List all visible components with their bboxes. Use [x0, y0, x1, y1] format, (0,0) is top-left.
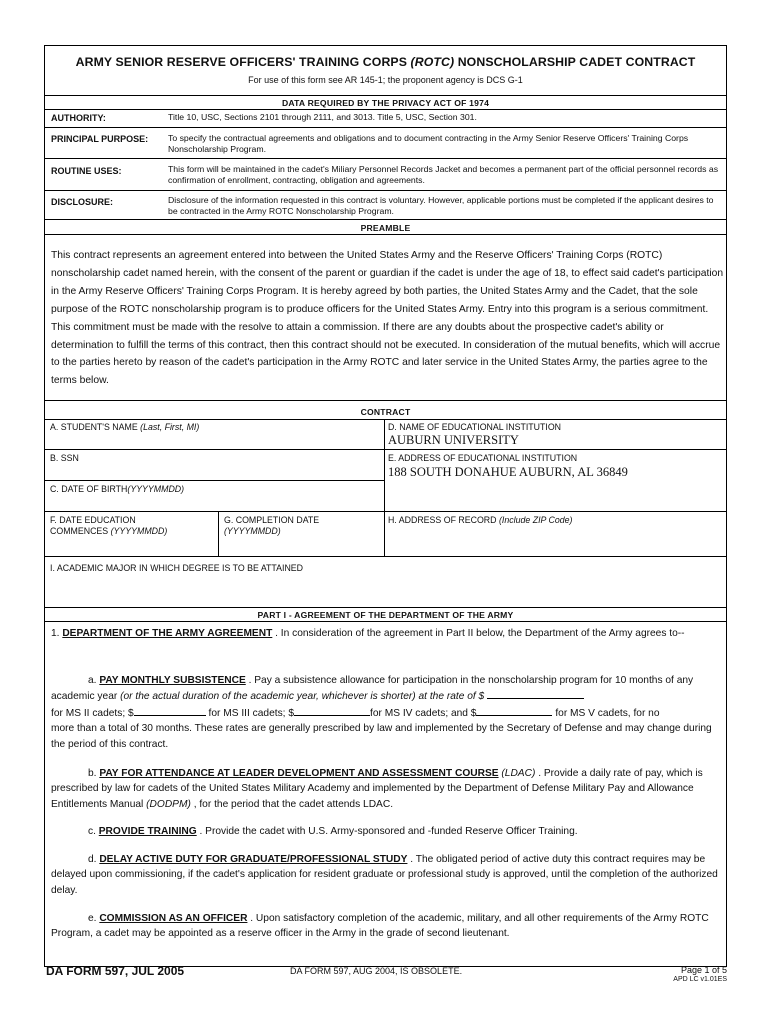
- divider: [45, 234, 726, 235]
- training-paragraph: c. PROVIDE TRAINING . Provide the cadet with U.S. Army-sponsored and -funded Reserve Officer Training.: [88, 826, 578, 837]
- education-commences-label: F. DATE EDUCATION COMMENCES (YYYYMMDD): [50, 515, 168, 536]
- ms4-rate-field[interactable]: [476, 705, 552, 716]
- privacy-heading: DATA REQUIRED BY THE PRIVACY ACT OF 1974: [281, 98, 490, 108]
- institution-address-value[interactable]: 188 SOUTH DONAHUE AUBURN, AL 36849: [388, 465, 628, 479]
- army-agreement-paragraph: 1. DEPARTMENT OF THE ARMY AGREEMENT . In consideration of the agreement in Part II below, the Department of the Army agrees to--: [51, 628, 685, 639]
- completion-date-label: G. COMPLETION DATE (YYYYMMDD): [224, 515, 320, 536]
- page-number: Page 1 of 5: [680, 965, 727, 975]
- divider: [45, 511, 726, 512]
- subsistence-paragraph: a. PAY MONTHLY SUBSISTENCE . Pay a subsistence allowance for participation in the nonscholarship program for 10 months of any academic year (or the actual duration of the academic year, whichever is shorter) at the rate of $ for MS II cadets; $ for MS III cadets; $ for MS IV cadets; and $ for MS V cadets, for no more than a total of 30 months. These rates are generally prescribed by law and implemented by the Secretary of Defense and may change during the period of this contract.: [51, 675, 712, 750]
- divider: [45, 400, 726, 401]
- principal-purpose-label: PRINCIPAL PURPOSE:: [51, 134, 149, 144]
- routine-uses-label: ROUTINE USES:: [51, 166, 122, 176]
- institution-name-value[interactable]: AUBURN UNIVERSITY: [388, 433, 519, 447]
- divider: [45, 109, 726, 110]
- student-name-label: A. STUDENT'S NAME (Last, First, MI): [50, 422, 200, 432]
- delay-active-duty-paragraph: d. DELAY ACTIVE DUTY FOR GRADUATE/PROFESSIONAL STUDY . The obligated period of active duty this contract requires may be delayed upon commissioning, if the cadet's application for resident graduate or professional study is approved, until the completion of the authorized delay.: [51, 854, 718, 896]
- form-version-code: APD LC v1.01ES: [673, 976, 727, 983]
- divider: [45, 158, 726, 159]
- divider: [45, 621, 726, 622]
- ssn-label: B. SSN: [50, 453, 79, 463]
- ms3-rate-field[interactable]: [294, 705, 370, 716]
- divider: [45, 556, 726, 557]
- authority-text: Title 10, USC, Sections 2101 through 2111, and 3013. Title 5, USC, Section 301.: [168, 112, 477, 122]
- disclosure-text: Disclosure of the information requested in this contract is voluntary. However, applicable portions must be completed if the applicant desires to be contracted in the Army ROTC Nonscholarship Program.: [168, 195, 714, 216]
- academic-major-label: I. ACADEMIC MAJOR IN WHICH DEGREE IS TO BE ATTAINED: [50, 563, 304, 573]
- preamble-text: This contract represents an agreement entered into between the United States Army and the Reserve Officers' Training Corps (ROTC) nonscholarship cadet named herein, with the consent of the parent or guardian if the cadet is under the age of 18, to effect said cadet's participation in the Army Reserve Officers' Training Corps Program. It is hereby agreed by both parties, the United States Army and the Cadet, that the sole purpose of the ROTC nonscholarship program is to produce officers for the United States Army. Entry into this program is a serious commitment. This commitment must be made with the resolve to attain a commission. If there are any doubts about the prospective cadet's ability or determination to fulfill the terms of this contract, then this contract should not be executed. In consideration of the mutual benefits, which will accrue to the parties hereto by reason of the cadet's participation in the Army ROTC and later service in the United States Army, the parties agree to the terms below.: [51, 250, 724, 387]
- column-divider: [218, 511, 219, 556]
- routine-uses-text: This form will be maintained in the cadet's Miliary Personnel Records Jacket and becomes a permanent part of the official personnel records as confirmation of enrollment, contracting, obligation and agreements.: [168, 164, 719, 185]
- address-of-record-label: H. ADDRESS OF RECORD (Include ZIP Code): [388, 515, 573, 525]
- institution-address-label: E. ADDRESS OF EDUCATIONAL INSTITUTION: [388, 453, 578, 463]
- divider: [45, 607, 726, 608]
- form-number: DA FORM 597, JUL 2005: [46, 964, 185, 978]
- divider: [45, 449, 726, 450]
- preamble-heading: PREAMBLE: [360, 223, 411, 233]
- form-title: ARMY SENIOR RESERVE OFFICERS' TRAINING CORPS (ROTC) NONSCHOLARSHIP CADET CONTRACT: [75, 55, 696, 69]
- date-of-birth-label: C. DATE OF BIRTH(YYYYMMDD): [50, 484, 185, 494]
- divider: [45, 419, 726, 420]
- obsolete-notice: DA FORM 597, AUG 2004, IS OBSOLETE.: [290, 966, 463, 976]
- ldac-paragraph: b. PAY FOR ATTENDANCE AT LEADER DEVELOPMENT AND ASSESSMENT COURSE (LDAC) . Provide a daily rate of pay, which is prescribed by law for cadets of the United States Military Academy and implemented by the Department of Defense Military Pay and Allowance Entitlements Manual (DODPM) , for the period that the cadet attends LDAC.: [51, 768, 703, 810]
- contract-heading: CONTRACT: [360, 407, 411, 417]
- contract-form: [44, 45, 727, 967]
- form-subtitle: For use of this form see AR 145-1; the proponent agency is DCS G-1: [248, 75, 523, 85]
- column-divider: [384, 419, 385, 556]
- commission-paragraph: e. COMMISSION AS AN OFFICER . Upon satisfactory completion of the academic, military, and all other requirements of the Army ROTC Program, a cadet may be appointed as a reserve officer in the Army in the grade of second lieutenant.: [51, 913, 709, 940]
- divider: [45, 480, 384, 481]
- divider: [45, 219, 726, 220]
- authority-label: AUTHORITY:: [51, 113, 106, 123]
- ms1-rate-field[interactable]: [487, 688, 584, 699]
- divider: [45, 190, 726, 191]
- institution-name-label: D. NAME OF EDUCATIONAL INSTITUTION: [388, 422, 562, 432]
- principal-purpose-text: To specify the contractual agreements and obligations and to document contracting in the Army Senior Reserve Officers' Training Corps Nonscholarship Program.: [168, 133, 689, 154]
- divider: [45, 95, 726, 96]
- divider: [45, 127, 726, 128]
- disclosure-label: DISCLOSURE:: [51, 197, 114, 207]
- ms2-rate-field[interactable]: [134, 705, 206, 716]
- part1-heading: PART I - AGREEMENT OF THE DEPARTMENT OF THE ARMY: [257, 610, 514, 620]
